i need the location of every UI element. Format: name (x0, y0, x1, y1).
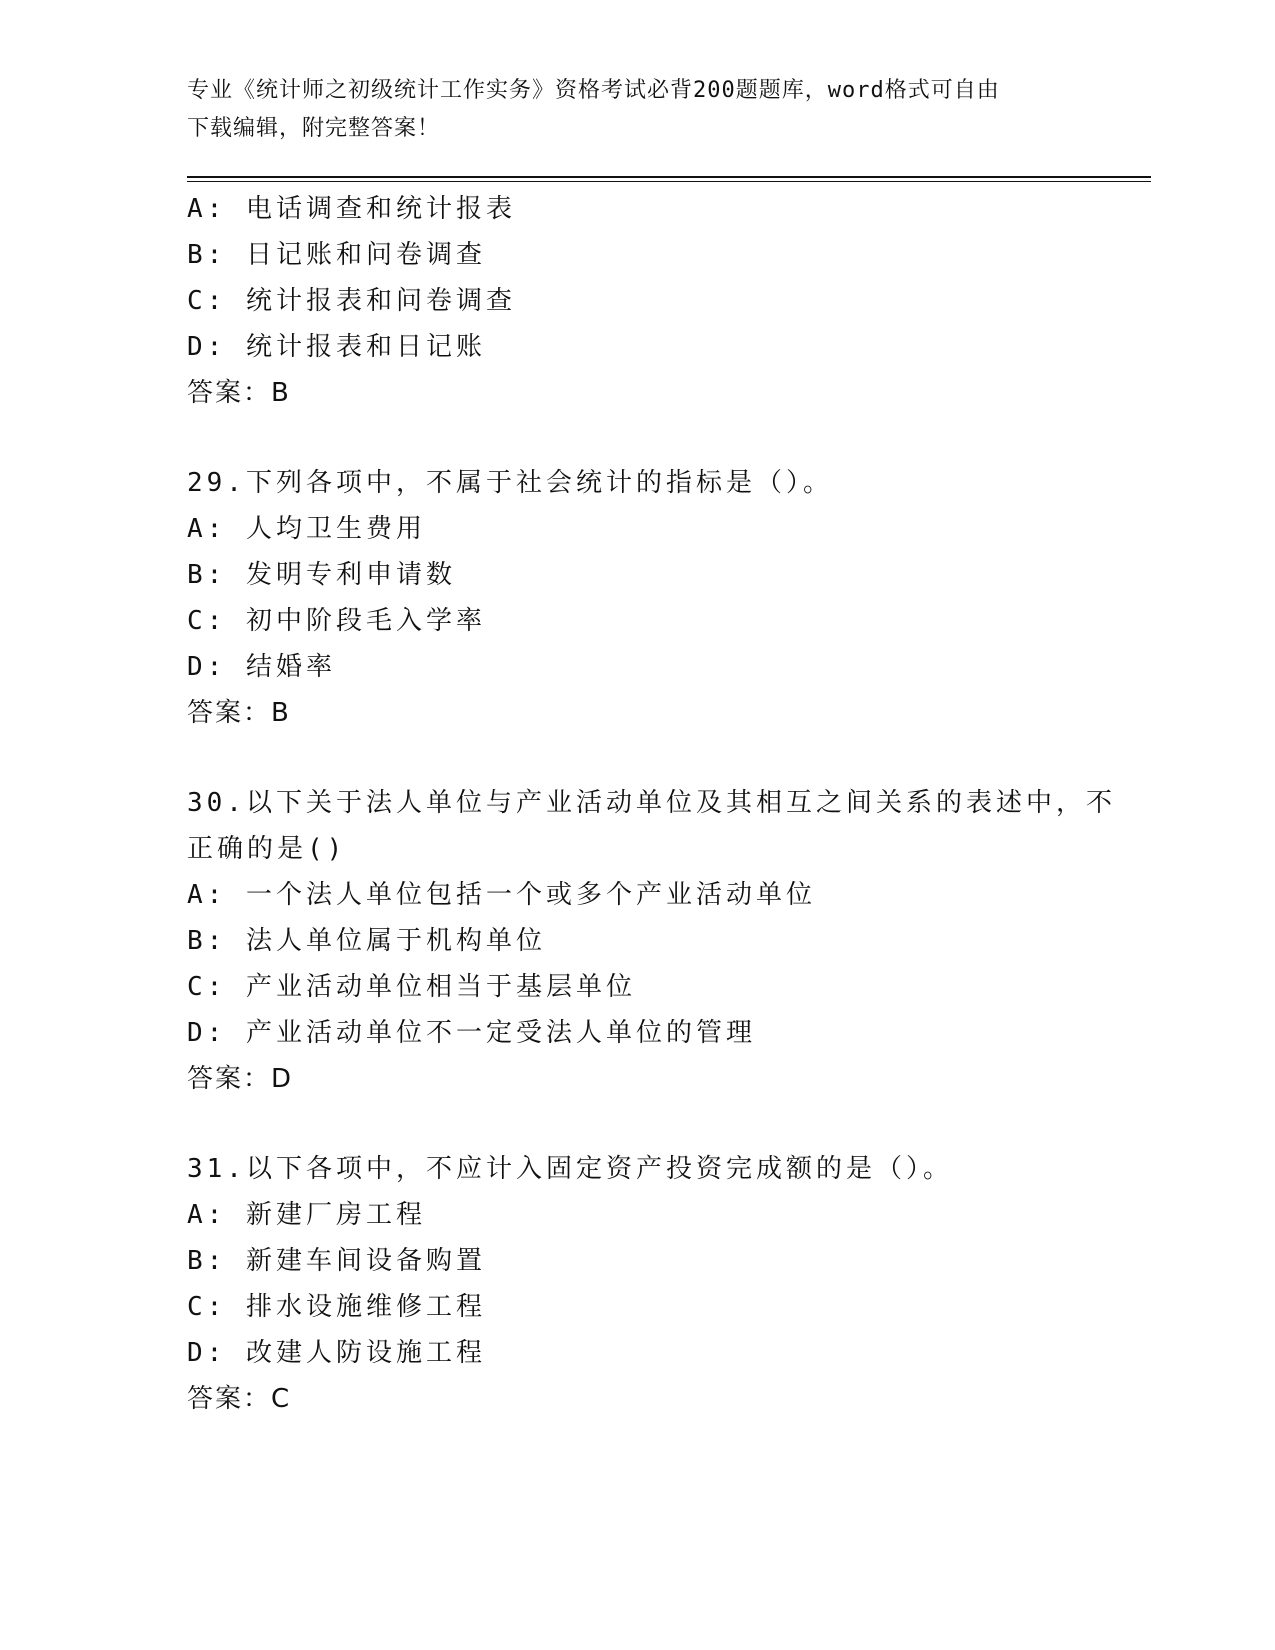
option-b: B: 新建车间设备购置 (187, 1246, 486, 1276)
option-b: B: 法人单位属于机构单位 (187, 926, 546, 956)
option-c: C: 产业活动单位相当于基层单位 (187, 972, 636, 1002)
option-d: D: 统计报表和日记账 (187, 332, 486, 362)
option-c: C: 排水设施维修工程 (187, 1292, 486, 1322)
question-block-30 (187, 780, 1116, 1102)
header-divider-thin (187, 181, 1151, 182)
answer-line: 答案：B (187, 378, 291, 408)
option-d: D: 改建人防设施工程 (187, 1338, 486, 1368)
option-a: A: 一个法人单位包括一个或多个产业活动单位 (187, 880, 816, 910)
option-a: A: 电话调查和统计报表 (187, 194, 516, 224)
answer-line: 答案：D (187, 1064, 294, 1094)
answer-line: 答案：B (187, 698, 291, 728)
question-stem-line-1: 30.以下关于法人单位与产业活动单位及其相互之间关系的表述中，不 (187, 788, 1116, 818)
question-block-29 (187, 460, 1087, 736)
option-c: C: 初中阶段毛入学率 (187, 606, 486, 636)
option-d: D: 产业活动单位不一定受法人单位的管理 (187, 1018, 756, 1048)
option-d: D: 结婚率 (187, 652, 336, 682)
header-line-2: 下载编辑，附完整答案！ (187, 116, 441, 141)
question-list (187, 186, 1116, 1422)
option-b: B: 发明专利申请数 (187, 560, 456, 590)
header-line-1: 专业《统计师之初级统计工作实务》资格考试必背200题题库，word格式可自由 (187, 78, 1000, 103)
option-b: B: 日记账和问卷调查 (187, 240, 486, 270)
question-stem: 31.以下各项中，不应计入固定资产投资完成额的是（）。 (187, 1154, 953, 1184)
document-header (187, 72, 1087, 148)
option-c: C: 统计报表和问卷调查 (187, 286, 516, 316)
question-stem: 29.下列各项中，不属于社会统计的指标是（）。 (187, 468, 833, 498)
question-stem-line-2: 正确的是() (187, 834, 347, 864)
option-a: A: 人均卫生费用 (187, 514, 426, 544)
header-divider-thick (187, 176, 1151, 178)
answer-line: 答案：C (187, 1384, 292, 1414)
option-a: A: 新建厂房工程 (187, 1200, 426, 1230)
question-block-prev (187, 186, 1087, 416)
question-block-31 (187, 1146, 1087, 1422)
